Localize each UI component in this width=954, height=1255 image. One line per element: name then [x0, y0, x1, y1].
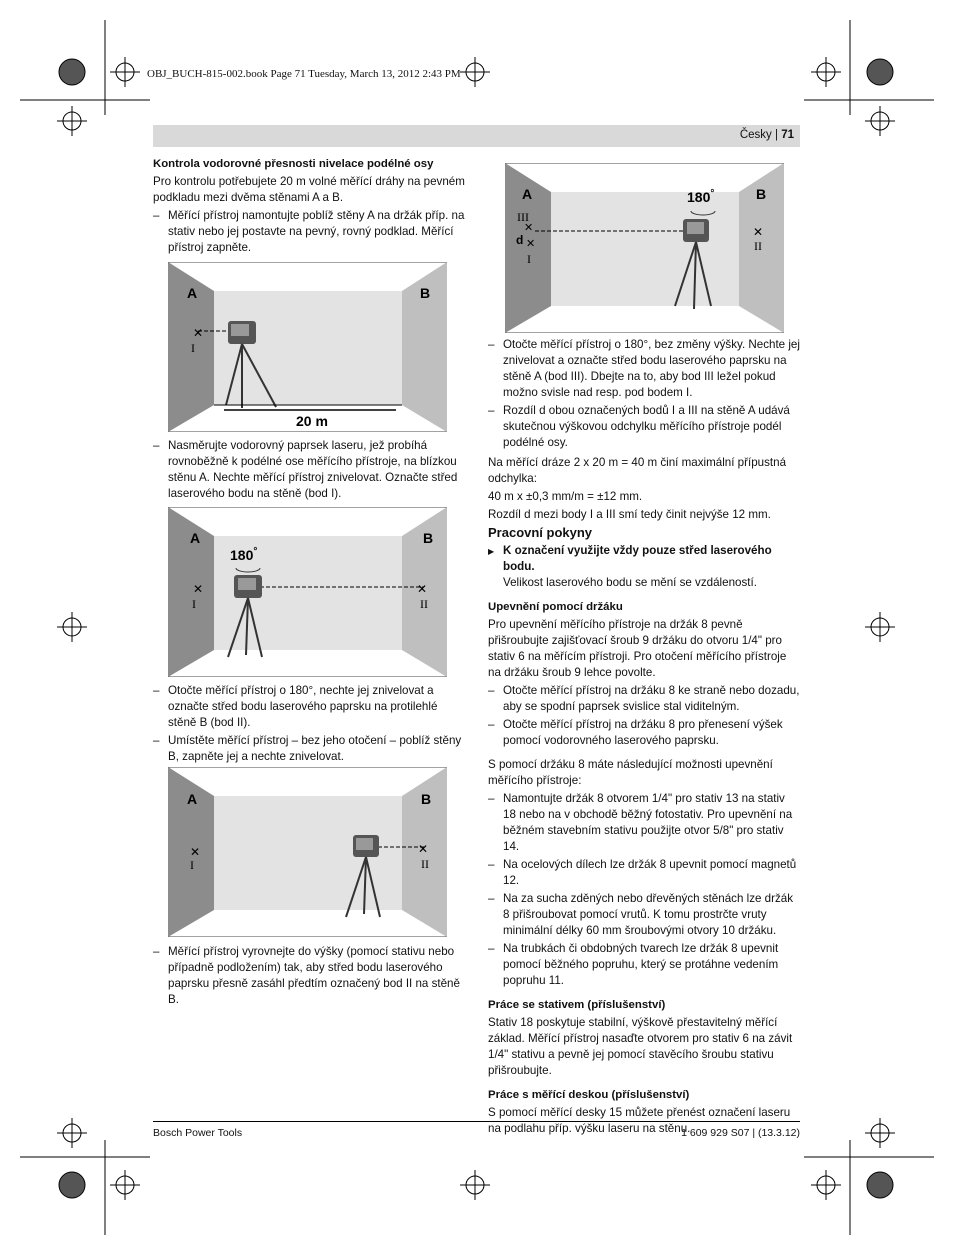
step-7: – Rozdíl d obou označených bodů I a III na stěně A udává skutečnou výškovou odchylku měřícího přístroje podél podélné osy.: [488, 403, 800, 451]
point-i-label: I: [191, 341, 195, 355]
tripod-paragraph: Stativ 18 poskytuje stabilní, výškově přestavitelný měřící základ. Měřící přístroj nasaďte otvorem pro stativ 6 na závit 1/4" stativu a pevně jej pomocí stavěcího šroubu stativu přišroubujte.: [488, 1016, 793, 1077]
calc-1: Na měřící dráze 2 x 20 m = 40 m činí maximální přípustná odchylka:: [488, 456, 787, 485]
section-title: Pracovní pokyny: [488, 525, 593, 540]
holder-step-1: – Otočte měřící přístroj na držáku 8 ke straně nebo dozadu, aby se spodní paprsek svislice stal viditelným.: [488, 683, 800, 715]
step-6: – Otočte měřící přístroj o 180°, bez změny výšky. Nechte jej znivelovat a označte střed bodu laserového paprsku na stěně A (bod III). Dbejte na to, aby bod III ležel pokud možno svisle nad resp. pod bodem I.: [488, 337, 800, 401]
page-footer: [153, 1121, 800, 1139]
plate-paragraph: S pomocí měřící desky 15 můžete přenést označení laseru na podlahu příp. výšku laseru na stěnu.: [488, 1106, 791, 1135]
point-ii-label: II: [754, 239, 762, 253]
point-ii-label: II: [420, 597, 428, 611]
mark-x-icon: ✕: [193, 582, 204, 596]
section-heading: Kontrola vodorovné přesnosti nivelace podélné osy: [153, 158, 434, 170]
step-1: – Měřící přístroj namontujte poblíž stěny A na držák příp. na stativ nebo jej postavte na pevný, rovný podklad. Měřící přístroj zapněte.: [153, 208, 465, 256]
figure-1: [168, 262, 447, 432]
point-i-label: I: [190, 858, 194, 872]
crosshair-icon: [871, 1124, 889, 1142]
header-text: [740, 129, 794, 141]
label-a: A: [187, 285, 198, 301]
label-b: B: [756, 186, 767, 202]
rotation-label: [687, 188, 714, 205]
crosshair-icon: [466, 1176, 484, 1194]
tripod-heading: Práce se stativem (příslušenství): [488, 999, 666, 1011]
registration-target-icon: [867, 1172, 893, 1198]
holder-heading: Upevnění pomocí držáku: [488, 601, 623, 613]
calc-2: 40 m x ±0,3 mm/m = ±12 mm.: [488, 490, 643, 503]
note-bold: K označení využijte vždy pouze střed laserového bodu.: [503, 544, 772, 573]
figure-3: [168, 767, 447, 937]
crosshair-icon: [63, 1124, 81, 1142]
crosshair-icon: [817, 1176, 835, 1194]
crosshair-icon: [871, 112, 889, 130]
point-ii-label: II: [421, 857, 429, 871]
crosshair-icon: [116, 63, 134, 81]
crosshair-icon: [466, 63, 484, 81]
difference-label: d: [516, 233, 524, 247]
option-2: – Na ocelových dílech lze držák 8 upevnit pomocí magnetů 12.: [488, 857, 800, 889]
mark-x-icon: ✕: [418, 842, 429, 856]
mark-x-icon: ✕: [753, 225, 764, 239]
options-paragraph: S pomocí držáku 8 máte následující možnosti upevnění měřícího přístroje:: [488, 758, 773, 787]
intro-text: Pro kontrolu potřebujete 20 m volné měřící dráhy na pevném podkladu mezi dvěma stěnami A a B.: [153, 175, 465, 204]
rotation-value: 180: [687, 189, 711, 205]
rotation-label: [230, 546, 257, 563]
point-i-label: I: [527, 252, 531, 266]
label-b: B: [420, 285, 431, 301]
mark-x-icon: ✕: [193, 326, 204, 340]
calc-3: Rozdíl d mezi body I a III smí tedy činit nejvýše 12 mm.: [488, 508, 771, 521]
header-separator: |: [771, 129, 782, 141]
left-column-4: [153, 944, 465, 1010]
footer-doc-id: 1 609 929 S07 | (13.3.12): [681, 1127, 800, 1139]
note: [488, 543, 800, 591]
option-1: – Namontujte držák 8 otvorem 1/4" pro stativ 13 na stativ 18 nebo na v obchodě běžný fotostativ. Pro upevnění na běžném stavebním stativu použijte otvor 5/8" pro stativ 14.: [488, 791, 800, 855]
crosshair-icon: [63, 618, 81, 636]
rotation-value: 180: [230, 547, 254, 563]
footer-brand: Bosch Power Tools: [153, 1127, 243, 1139]
distance-label: 20 m: [296, 413, 328, 429]
plate-heading: Práce s měřící deskou (příslušenství): [488, 1089, 690, 1101]
step-4: – Umístěte měřící přístroj – bez jeho otočení – poblíž stěny B, zapněte jej a nechte znivelovat.: [153, 733, 465, 765]
label-b: B: [423, 530, 434, 546]
label-b: B: [421, 791, 432, 807]
label-a: A: [522, 186, 533, 202]
mark-x-icon: ✕: [526, 238, 536, 250]
left-column-3: [153, 683, 465, 767]
point-i-label: I: [192, 597, 196, 611]
right-column: [488, 337, 800, 1139]
registration-target-icon: [867, 59, 893, 85]
step-5: – Měřící přístroj vyrovnejte do výšky (pomocí stativu nebo případně podložením) tak, aby střed bodu laserového paprsku přesně zasáhl předtím označený bod II na stěně B.: [153, 944, 465, 1008]
header-language: Česky: [739, 129, 772, 141]
page-header: [153, 125, 800, 147]
note-text: Velikost laserového bodu se mění se vzdáleností.: [503, 576, 757, 589]
crosshair-icon: [116, 1176, 134, 1194]
registration-target-icon: [59, 59, 85, 85]
label-a: A: [190, 530, 201, 546]
step-2: – Nasměrujte vodorovný paprsek laseru, jež probíhá rovnoběžně k podélné ose měřícího přístroje, na blízkou stěnu A. Nechte měřící přístroj znivelovat. Označte střed laserového bodu na stěně (bod I).: [153, 438, 465, 502]
page-number: 71: [781, 129, 794, 141]
point-iii-label: III: [517, 210, 529, 224]
crosshair-icon: [871, 618, 889, 636]
mark-x-icon: ✕: [190, 845, 201, 859]
mark-x-icon: ✕: [417, 582, 428, 596]
degree-sign: °: [710, 188, 715, 199]
mark-x-icon: ✕: [524, 222, 534, 234]
crosshair-icon: [817, 63, 835, 81]
holder-paragraph: Pro upevnění měřícího přístroje na držák 8 pevně přišroubujte zajišťovací šroub 9 držáku do otvoru 1/4" pro stativ 6 na měřícím přístroji. Pro otočení měřícího přístroje na držáku šroub 9 lehce povolte.: [488, 618, 787, 679]
figure-4: [505, 163, 784, 333]
degree-sign: °: [253, 546, 258, 557]
left-column: [153, 156, 465, 258]
registration-target-icon: [59, 1172, 85, 1198]
label-a: A: [187, 791, 198, 807]
figure-2: [168, 507, 447, 677]
left-column-2: [153, 438, 465, 504]
crosshair-icon: [63, 112, 81, 130]
holder-step-2: – Otočte měřící přístroj na držáku 8 pro přenesení výšek pomocí vodorovného laserového paprsku.: [488, 717, 800, 749]
option-3: – Na za sucha zděných nebo dřevěných stěnách lze držák 8 přišroubovat pomocí vrutů. K tomu prostrčte vruty minimální délky 60 mm šroubovými otvory 10 držáku.: [488, 891, 800, 939]
step-3: – Otočte měřící přístroj o 180°, nechte jej znivelovat a označte střed bodu laserového paprsku na protilehlé stěně B (bod II).: [153, 683, 465, 731]
print-info: OBJ_BUCH-815-002.book Page 71 Tuesday, March 13, 2012 2:43 PM: [147, 68, 461, 80]
option-4: – Na trubkách či obdobných tvarech lze držák 8 upevnit pomocí běžného popruhu, který se protáhne vedením popruhu 11.: [488, 941, 800, 989]
